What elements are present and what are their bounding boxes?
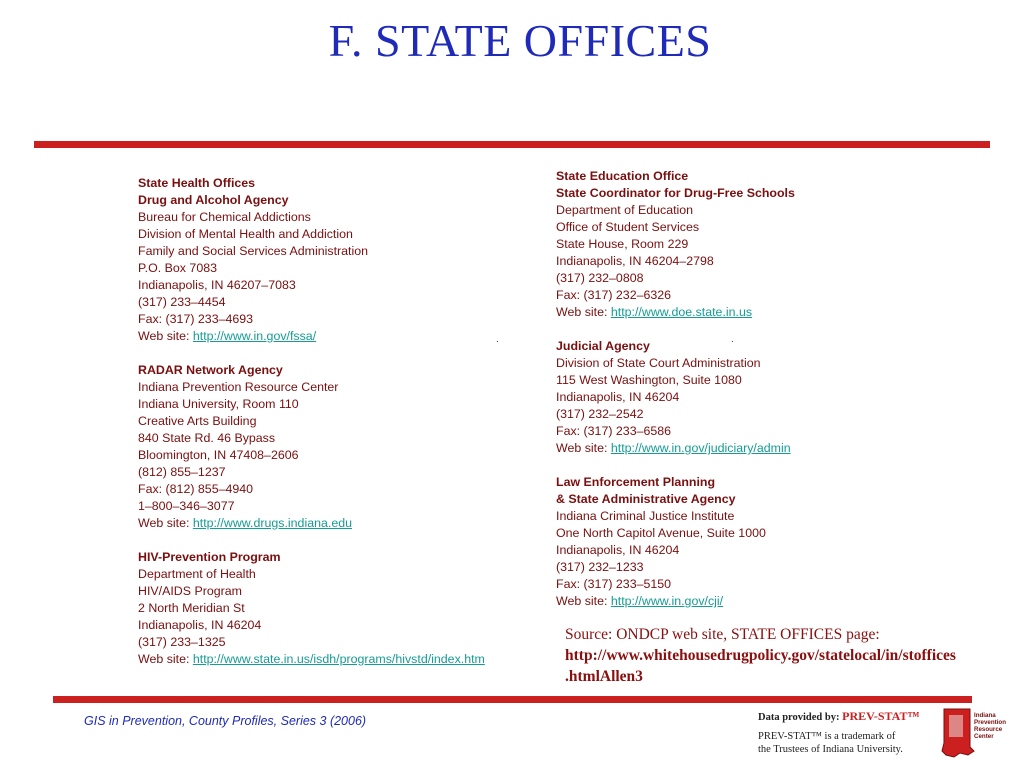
office-detail: Creative Arts Building	[138, 414, 257, 428]
source-url-line1: http://www.whitehousedrugpolicy.gov/statelocal/in/stoffices	[565, 647, 956, 664]
series-footer: GIS in Prevention, County Profiles, Series 3 (2006)	[84, 714, 367, 728]
website-row	[556, 304, 856, 321]
office-detail: Office of Student Services	[556, 220, 700, 234]
iprc-logo	[974, 712, 1014, 752]
website-label: Web site:	[556, 594, 611, 608]
indiana-map-icon	[940, 707, 976, 759]
office-detail: (317) 232–2542	[556, 407, 644, 421]
office-detail: Bloomington, IN 47408–2606	[138, 448, 299, 462]
office-detail: (317) 232–1233	[556, 560, 644, 574]
office-detail: Family and Social Services Administration	[138, 244, 369, 258]
office-detail: 2 North Meridian St	[138, 601, 245, 615]
office-detail: Fax: (317) 232–6326	[556, 288, 672, 302]
office-detail: Indianapolis, IN 46207–7083	[138, 278, 296, 292]
office-detail: Fax: (317) 233–4693	[138, 312, 254, 326]
left-column	[138, 175, 538, 685]
stray-dot: .	[731, 334, 734, 345]
logo-text-line: Center	[974, 733, 994, 740]
office-detail: 1–800–346–3077	[138, 499, 235, 513]
office-heading: State Education Office	[556, 169, 689, 183]
office-heading: HIV-Prevention Program	[138, 550, 281, 564]
office-detail: Indiana Prevention Resource Center	[138, 380, 339, 394]
website-row	[138, 328, 538, 345]
website-label: Web site:	[556, 305, 611, 319]
office-entry	[556, 338, 856, 457]
logo-text-line: Prevention	[974, 719, 1006, 726]
office-detail: Division of State Court Administration	[556, 356, 761, 370]
office-detail: Indianapolis, IN 46204	[556, 543, 680, 557]
office-detail: HIV/AIDS Program	[138, 584, 242, 598]
website-row	[138, 515, 538, 532]
website-link[interactable]: http://www.in.gov/cji/	[610, 594, 724, 608]
office-heading: State Coordinator for Drug-Free Schools	[556, 186, 795, 200]
website-link[interactable]: http://www.in.gov/fssa/	[192, 329, 317, 343]
slide-title: F. STATE OFFICES	[328, 15, 712, 66]
office-heading: & State Administrative Agency	[556, 492, 736, 506]
office-entry	[138, 362, 538, 532]
office-detail: (317) 232–0808	[556, 271, 644, 285]
office-detail: State House, Room 229	[556, 237, 689, 251]
office-heading: Law Enforcement Planning	[556, 475, 716, 489]
website-label: Web site:	[138, 516, 193, 530]
office-detail: Fax: (812) 855–4940	[138, 482, 254, 496]
source-citation	[565, 624, 1005, 687]
trademark-line1: PREV-STAT™ is a trademark of	[758, 731, 896, 742]
office-detail: Indianapolis, IN 46204	[556, 390, 680, 404]
office-detail: Fax: (317) 233–6586	[556, 424, 672, 438]
source-url-line2: .htmlAllen3	[565, 668, 643, 685]
website-label: Web site:	[556, 441, 611, 455]
right-column	[556, 168, 856, 627]
office-detail: P.O. Box 7083	[138, 261, 217, 275]
logo-text-line: Resource	[974, 726, 1003, 733]
website-row	[138, 651, 538, 668]
website-label: Web site:	[138, 652, 193, 666]
website-link[interactable]: http://www.in.gov/judiciary/admin	[610, 441, 791, 455]
office-heading: Drug and Alcohol Agency	[138, 193, 289, 207]
data-provider-credit	[758, 710, 919, 756]
office-detail: Indiana Criminal Justice Institute	[556, 509, 735, 523]
office-detail: 115 West Washington, Suite 1080	[556, 373, 742, 387]
office-detail: (317) 233–1325	[138, 635, 226, 649]
office-detail: Indianapolis, IN 46204	[138, 618, 262, 632]
office-entry	[138, 549, 538, 668]
office-detail: Indianapolis, IN 46204–2798	[556, 254, 714, 268]
office-detail: One North Capitol Avenue, Suite 1000	[556, 526, 766, 540]
stray-dot: .	[496, 334, 499, 345]
trademark-line2: the Trustees of Indiana University.	[758, 744, 903, 755]
bottom-divider	[53, 696, 972, 703]
top-divider	[34, 141, 990, 148]
office-entry	[556, 474, 856, 610]
source-prefix: Source: ONDCP web site, STATE OFFICES page:	[565, 626, 880, 643]
provided-by-label: Data provided by:	[758, 712, 840, 723]
office-detail: 840 State Rd. 46 Bypass	[138, 431, 276, 445]
office-detail: (317) 233–4454	[138, 295, 226, 309]
website-link[interactable]: http://www.doe.state.in.us	[610, 305, 753, 319]
provider-name: PREV-STAT™	[842, 709, 920, 723]
office-detail: (812) 855–1237	[138, 465, 226, 479]
office-heading: RADAR Network Agency	[138, 363, 283, 377]
office-detail: Bureau for Chemical Addictions	[138, 210, 311, 224]
office-entry	[556, 168, 856, 321]
office-detail: Indiana University, Room 110	[138, 397, 299, 411]
office-entry	[138, 175, 538, 345]
office-detail: Fax: (317) 233–5150	[556, 577, 672, 591]
office-heading: State Health Offices	[138, 176, 256, 190]
website-link[interactable]: http://www.drugs.indiana.edu	[192, 516, 352, 530]
website-row	[556, 440, 856, 457]
office-detail: Department of Health	[138, 567, 256, 581]
office-heading: Judicial Agency	[556, 339, 650, 353]
website-link[interactable]: http://www.state.in.us/isdh/programs/hivstd/index.htm	[192, 652, 485, 666]
logo-text-line: Indiana	[974, 712, 996, 719]
website-label: Web site:	[138, 329, 193, 343]
office-detail: Department of Education	[556, 203, 694, 217]
website-row	[556, 593, 856, 610]
office-detail: Division of Mental Health and Addiction	[138, 227, 353, 241]
